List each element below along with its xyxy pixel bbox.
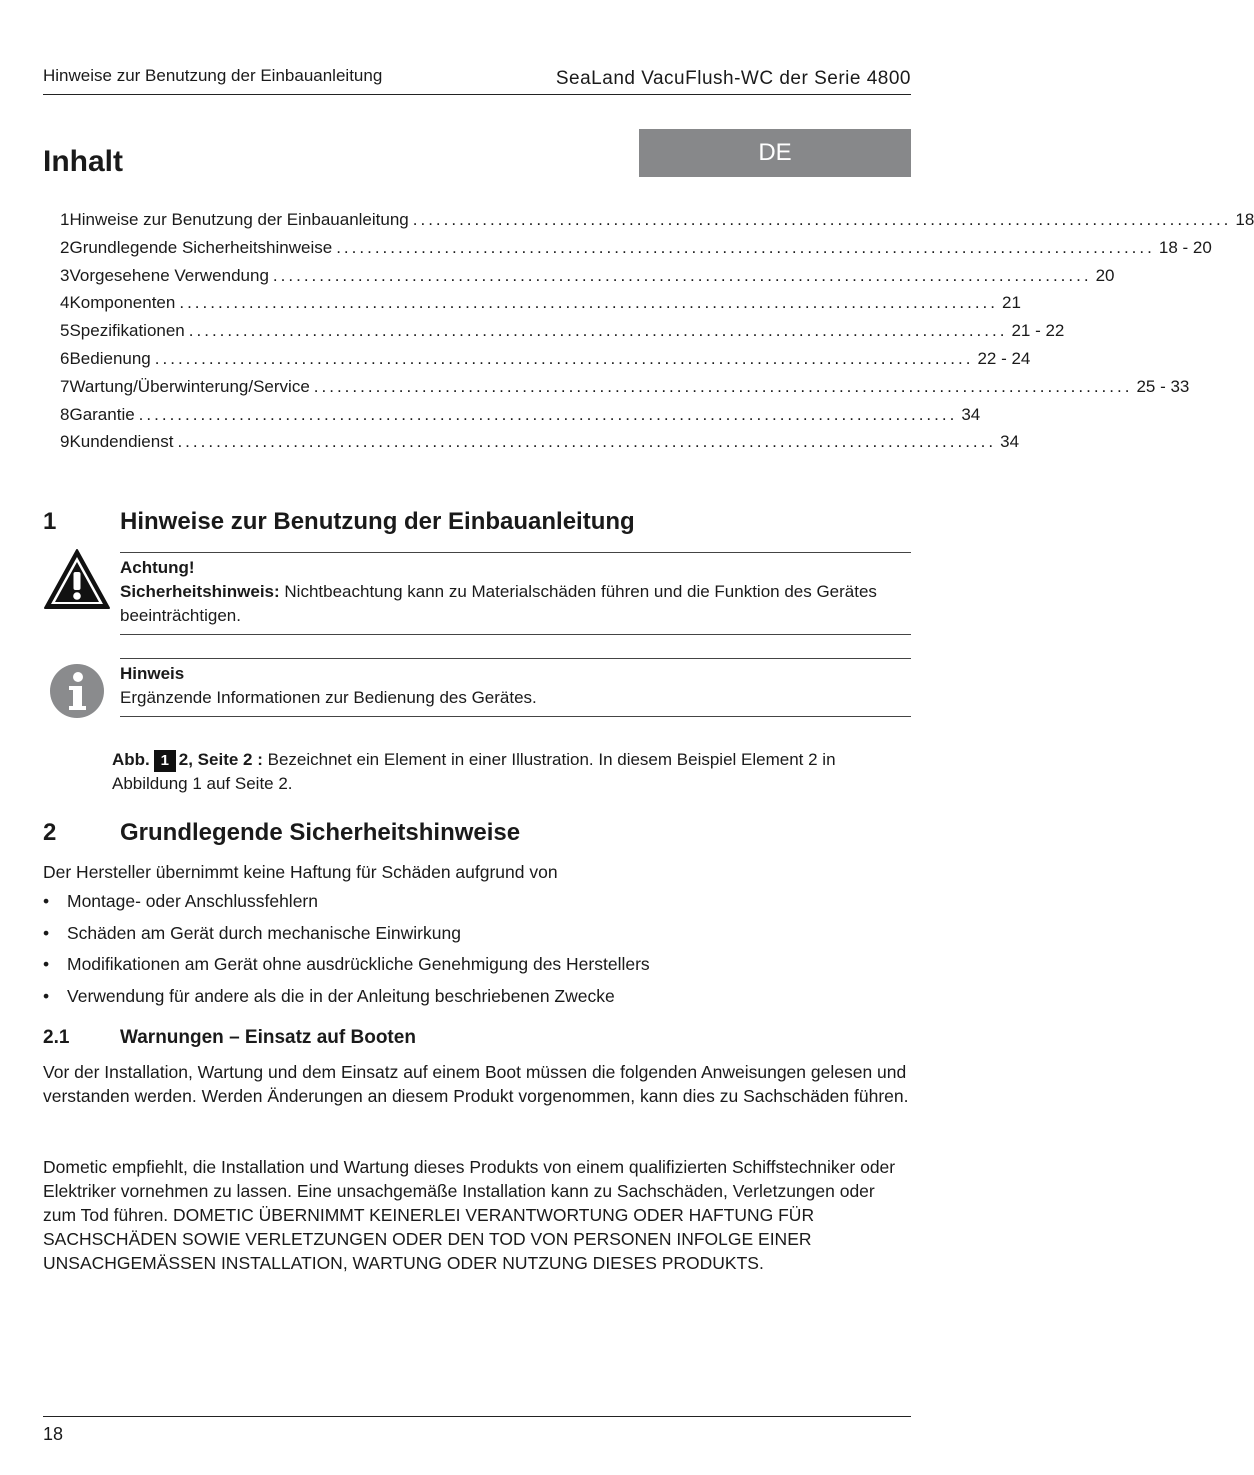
section-2-heading: [43, 819, 913, 849]
toc-title: Wartung/Überwinterung/Service: [69, 376, 310, 396]
toc-title: Vorgesehene Verwendung: [69, 265, 269, 285]
warning-heading: Achtung!: [120, 558, 195, 577]
toc-page: 21 - 22: [1011, 321, 1065, 341]
section-1-heading: [43, 508, 913, 538]
paragraph: Dometic empfiehlt, die Installation und Wartung dieses Produkts von einem qualifizierten Schiffstechniker oder Elektriker vornehmen zu lassen. Eine unsachgemäße Installation kann zu Sachschäden, Verletzungen oder zum Tod führen. DOMETIC ÜBERNIMMT KEINERLEI VERANTWORTUNG ODER HAFTUNG FÜR SACHSCHÄDEN SOWIE VERLETZUNGEN ODER DEN TOD VON PERSONEN INFOLGE EINER UNSACHGEMÄSSEN INSTALLATION, WARTUNG ODER NUTZUNG DIESES PRODUKTS.: [43, 1157, 896, 1273]
toc-row[interactable]: [43, 293, 1021, 321]
warning-top-rule: [120, 552, 911, 553]
toc-number: 1: [60, 210, 70, 229]
toc-leader: ..........................................................................................................: [313, 376, 1133, 396]
toc-page: 18: [1235, 210, 1254, 229]
subsection-2-1-heading: [43, 1027, 913, 1051]
section-number: 1: [43, 508, 57, 535]
section-2-intro: Der Hersteller übernimmt keine Haftung für Schäden aufgrund von: [43, 862, 558, 882]
toc-number: 6: [60, 348, 70, 368]
subsection-number: 2.1: [43, 1027, 70, 1048]
toc-page: 18 - 20: [1158, 237, 1212, 257]
toc-row[interactable]: [43, 432, 1020, 460]
section-title: Grundlegende Sicherheitshinweise: [120, 819, 521, 846]
toc-number: 5: [60, 321, 70, 341]
abb-reference: 2, Seite 2 :: [178, 750, 263, 769]
toc-leader: ..........................................................................................................: [177, 432, 997, 452]
toc-page: 21: [1002, 293, 1021, 313]
toc-number: 9: [60, 432, 70, 452]
warning-bottom-rule: [120, 634, 911, 635]
footer-rule: [43, 1416, 911, 1417]
toc-leader: ..........................................................................................................: [179, 293, 998, 313]
toc-title: Bedienung: [69, 348, 151, 368]
toc-leader: ..........................................................................................................: [138, 404, 958, 424]
warning-text: [120, 580, 912, 628]
running-header-left: Hinweise zur Benutzung der Einbauanleitung: [43, 66, 383, 85]
toc-leader: ..........................................................................................................: [336, 237, 1155, 257]
toc-title: Spezifikationen: [69, 321, 185, 341]
header-rule: [43, 94, 911, 95]
toc-number: 2: [60, 237, 70, 257]
page-title: Inhalt: [43, 145, 123, 178]
toc-title: Grundlegende Sicherheitshinweise: [69, 237, 333, 257]
note-heading: Hinweis: [120, 664, 185, 683]
toc-title: Kundendienst: [69, 432, 174, 452]
warning-body: Nichtbeachtung kann zu Materialschäden führen und die Funktion des Gerätes beeinträchtigen.: [120, 582, 877, 625]
section-number: 2: [43, 819, 57, 846]
info-icon: [49, 663, 105, 719]
toc-number: 8: [60, 404, 70, 424]
toc-leader: ..........................................................................................................: [154, 348, 974, 368]
toc-page: 34: [961, 404, 981, 424]
figure-reference-explanation: [112, 748, 872, 796]
warning-icon: [43, 548, 111, 610]
toc-leader: ..........................................................................................................: [272, 265, 1092, 285]
figure-number-badge: 1: [154, 750, 176, 772]
toc-page: 34: [1000, 432, 1020, 452]
toc-row[interactable]: [43, 265, 1115, 294]
page-number: 18: [43, 1424, 64, 1444]
toc-row[interactable]: [43, 237, 1212, 266]
toc-page: 22 - 24: [977, 348, 1031, 368]
toc-row[interactable]: [43, 210, 1254, 238]
toc-leader: ..........................................................................................................: [412, 210, 1232, 229]
toc-number: 3: [60, 265, 70, 285]
toc-row[interactable]: [43, 348, 1031, 377]
liability-list: • Montage- oder Anschlussfehlern • Schäden am Gerät durch mechanische Einwirkung • Modifikationen am Gerät ohne ausdrückliche Genehmigung des Herstellers • Verwendung für andere als die in der Anleitung beschriebenen Zwecke: [43, 891, 650, 1006]
paragraph: Vor der Installation, Wartung und dem Einsatz auf einem Boot müssen die folgenden Anweisungen gelesen und verstanden werden. Werden Änderungen an diesem Produkt vorgenommen, kann dies zu Sachschäden führen.: [43, 1062, 909, 1106]
toc-title: Hinweise zur Benutzung der Einbauanleitung: [69, 210, 409, 229]
language-tab: DE: [639, 129, 911, 177]
note-bottom-rule: [120, 716, 911, 717]
toc-title: Garantie: [69, 404, 135, 424]
subsection-title: Warnungen – Einsatz auf Booten: [120, 1027, 416, 1048]
toc-row[interactable]: [43, 321, 1065, 349]
note-top-rule: [120, 658, 911, 659]
toc-row[interactable]: [43, 376, 1190, 405]
toc-title: Komponenten: [69, 293, 176, 313]
note-text: Ergänzende Informationen zur Bedienung des Gerätes.: [120, 688, 537, 707]
abb-text: Bezeichnet ein Element in einer Illustration. In diesem Beispiel Element 2 in Abbildung 1 auf Seite 2.: [112, 750, 836, 793]
abb-prefix: Abb.: [112, 750, 150, 769]
warning-label: Sicherheitshinweis:: [120, 582, 280, 601]
section-title: Hinweise zur Benutzung der Einbauanleitung: [120, 508, 635, 535]
toc-page: 20: [1095, 265, 1115, 285]
toc-leader: ..........................................................................................................: [188, 321, 1008, 341]
table-of-contents: [43, 210, 1254, 460]
running-header-right: SeaLand VacuFlush-WC der Serie 4800: [555, 68, 911, 89]
toc-number: 4: [60, 293, 70, 313]
toc-page: 25 - 33: [1136, 376, 1190, 396]
toc-number: 7: [60, 376, 70, 396]
toc-row[interactable]: [43, 404, 981, 433]
